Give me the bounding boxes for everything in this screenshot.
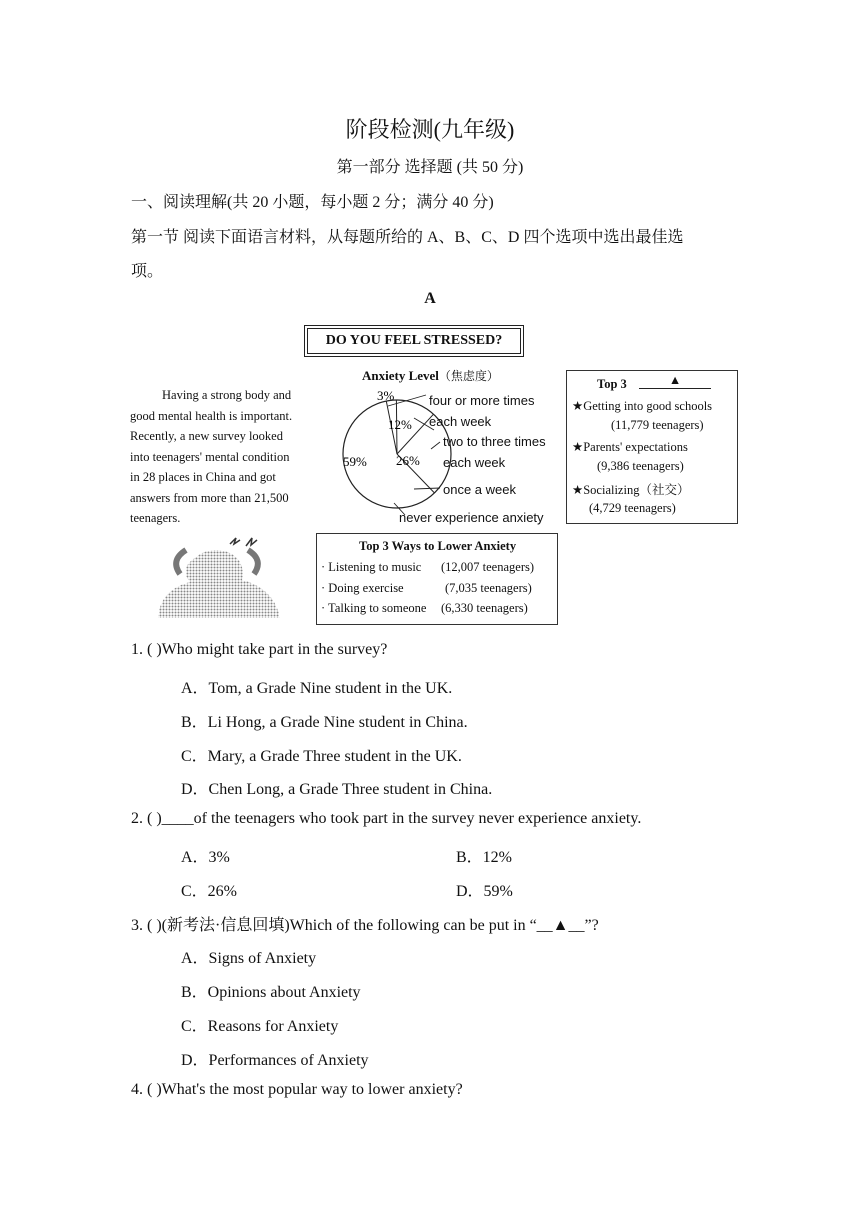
ways-heading: Top 3 Ways to Lower Anxiety — [359, 539, 517, 553]
slice-label-26: 26% — [396, 453, 420, 468]
slice-label-12: 12% — [388, 417, 412, 432]
question-stem: 3. ( )(新考法·信息回填)Which of the following can be put in “__▲__”? — [131, 917, 599, 934]
legend-line: each week — [443, 454, 506, 470]
top3-blank: ▲ — [639, 373, 711, 389]
top3-reasons-box — [566, 370, 738, 524]
top3-item-text: Parents' expectations — [583, 440, 688, 454]
answer-option: B．Opinions about Anxiety — [181, 984, 361, 1001]
intro-line: good mental health is important. — [130, 408, 293, 423]
top3-item — [572, 480, 689, 498]
intro-line: into teenagers' mental condition — [130, 449, 290, 464]
ways-item-text: · Listening to music — [321, 560, 422, 574]
intro-line: in 28 places in China and got — [130, 470, 276, 484]
top3-item — [572, 439, 688, 455]
top3-item-text: Socializing（社交） — [583, 483, 690, 497]
question-stem: 2. ( )____of the teenagers who took part in the survey never experience anxiety. — [131, 810, 642, 827]
figure-intro-text — [130, 385, 318, 529]
answer-option: C．26% — [181, 883, 238, 900]
ways-to-lower-anxiety-box — [316, 533, 558, 625]
answer-option: C．Mary, a Grade Three student in the UK. — [181, 748, 462, 765]
page-title: 阶段检测(九年级) — [345, 117, 515, 142]
figure-banner: DO YOU FEEL STRESSED? — [307, 328, 521, 354]
star-icon: ★ — [572, 483, 584, 497]
star-icon: ★ — [572, 440, 584, 454]
answer-option: A．Tom, a Grade Nine student in the UK. — [181, 680, 453, 697]
top3-heading: Top 3 — [597, 377, 627, 391]
intro-line: Having a strong body and — [162, 388, 292, 402]
instruction-line-2: 项。 — [131, 263, 164, 280]
answer-option: D．Chen Long, a Grade Three student in China. — [181, 781, 493, 798]
ways-item-count: (6,330 teenagers) — [441, 601, 528, 615]
top3-item-text: Getting into good schools — [583, 399, 713, 413]
star-icon: ★ — [572, 399, 584, 413]
ways-item-count: (12,007 teenagers) — [441, 560, 535, 574]
pie-title — [362, 367, 499, 384]
legend-line: never experience anxiety — [399, 509, 544, 525]
intro-line: answers from more than 21,500 — [130, 490, 289, 505]
question-stem: 1. ( )Who might take part in the survey? — [131, 641, 388, 658]
stressed-person-image — [150, 530, 300, 622]
top3-item-count: (11,779 teenagers) — [611, 418, 704, 432]
answer-option: D．Performances of Anxiety — [181, 1052, 369, 1069]
answer-option: C．Reasons for Anxiety — [181, 1018, 339, 1035]
ways-item-text: · Talking to someone — [321, 601, 427, 615]
pie-title-en: Anxiety Level — [362, 368, 439, 383]
slice-label-3: 3% — [377, 388, 395, 403]
intro-line: teenagers. — [130, 511, 181, 525]
answer-option: B．12% — [456, 849, 513, 866]
top3-item — [572, 398, 712, 414]
ways-item-count: (7,035 teenagers) — [445, 581, 532, 595]
question-stem: 4. ( )What's the most popular way to lower anxiety? — [131, 1081, 463, 1098]
pie-title-cn: （焦虑度） — [438, 369, 499, 383]
slice-label-59: 59% — [343, 454, 367, 469]
answer-option: A．3% — [181, 849, 230, 866]
top3-item-count: (4,729 teenagers) — [589, 501, 676, 515]
ways-item-text: · Doing exercise — [321, 581, 404, 595]
page-subtitle: 第一部分 选择题 (共 50 分) — [336, 159, 524, 176]
top3-item-count: (9,386 teenagers) — [597, 459, 684, 473]
legend-line: two to three times — [443, 434, 546, 449]
answer-option: B．Li Hong, a Grade Nine student in China. — [181, 714, 468, 731]
instruction-line-1: 第一节 阅读下面语言材料，从每题所给的 A、B、C、D 四个选项中选出最佳选 — [131, 229, 684, 246]
answer-option: A．Signs of Anxiety — [181, 950, 317, 967]
part-title: 一、阅读理解(共 20 小题，每小题 2 分；满分 40 分) — [131, 194, 494, 211]
legend-line: once a week — [443, 482, 516, 497]
legend-line: four or more times — [429, 393, 535, 408]
legend-line: each week — [429, 413, 492, 429]
passage-label: A — [424, 290, 436, 307]
intro-line: Recently, a new survey looked — [130, 429, 283, 443]
answer-option: D．59% — [456, 883, 513, 900]
